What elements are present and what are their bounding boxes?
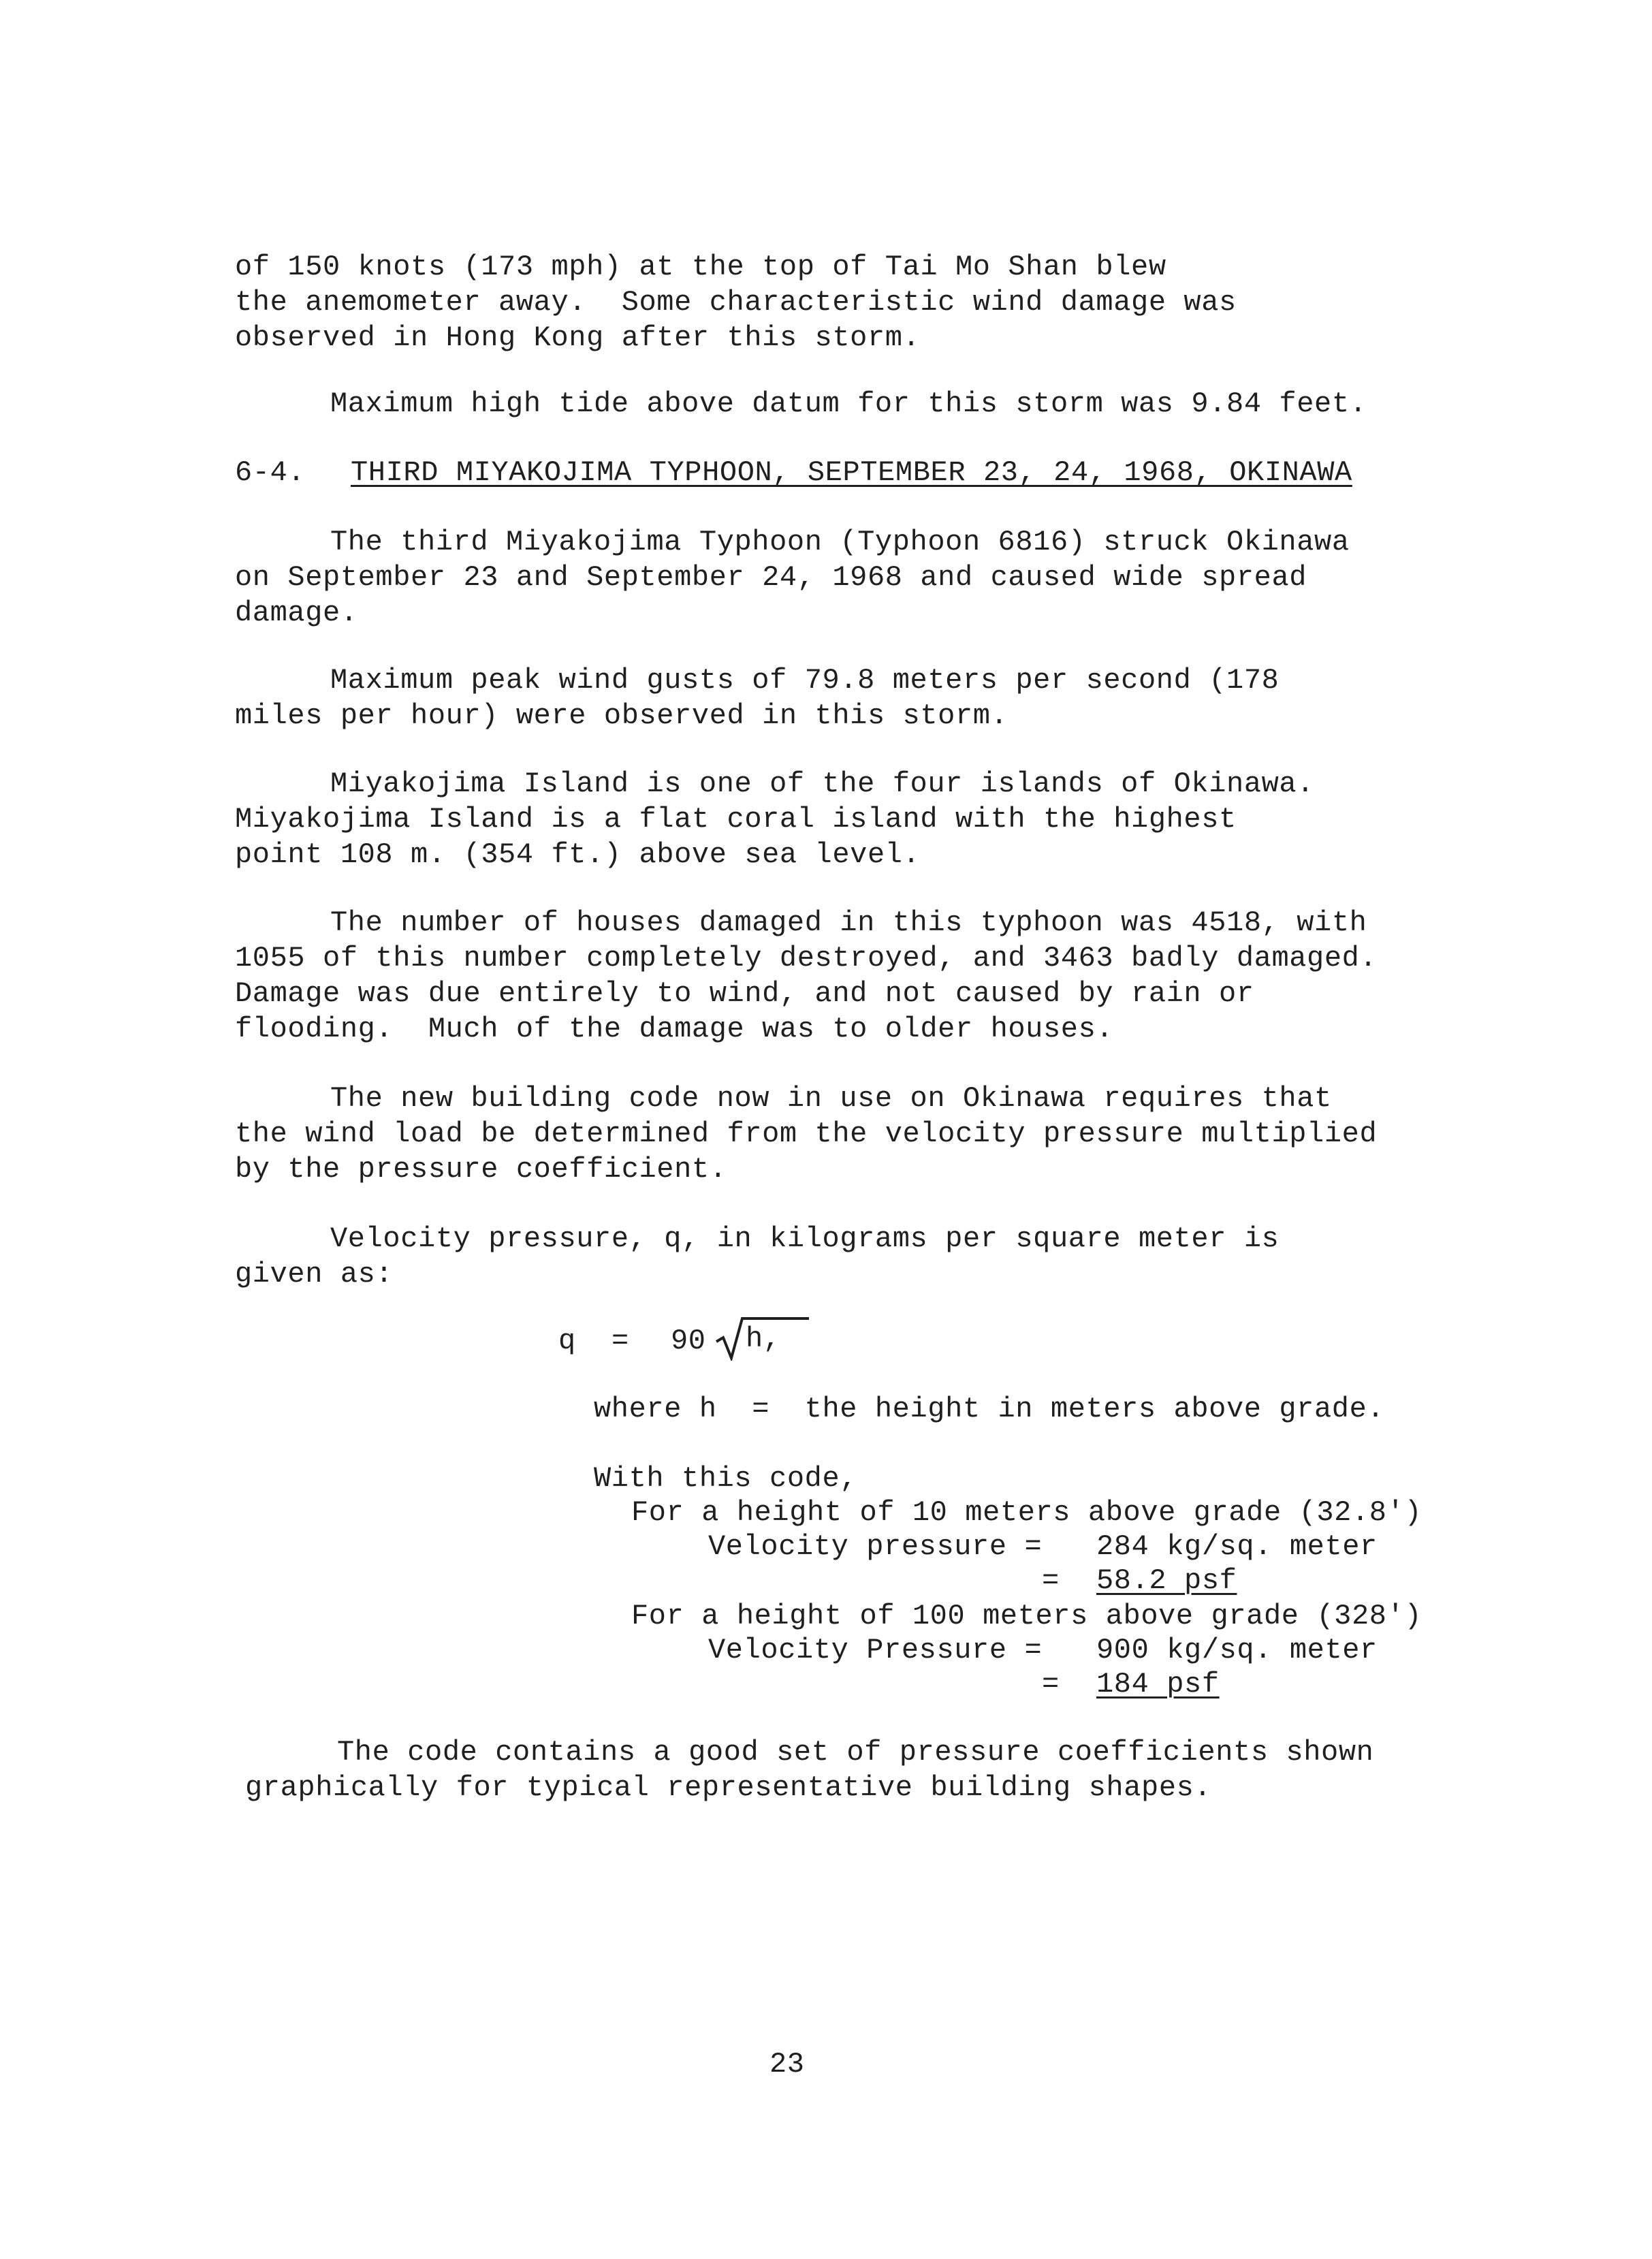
paragraph-line: 1055 of this number completely destroyed, and 3463 badly damaged. xyxy=(235,942,1378,975)
paragraph-line: by the pressure coefficient. xyxy=(235,1153,727,1186)
section-title: THIRD MIYAKOJIMA TYPHOON, SEPTEMBER 23, 24, 1968, OKINAWA xyxy=(351,456,1352,489)
example-height-100: For a height of 100 meters above grade (328') xyxy=(631,1600,1423,1632)
paragraph-line: The code contains a good set of pressure coefficients shown xyxy=(337,1736,1374,1769)
example-value: 900 kg/sq. meter xyxy=(1096,1634,1378,1666)
paragraph-line: Miyakojima Island is a flat coral island with the highest xyxy=(235,803,1237,836)
formula-radicand: h, xyxy=(746,1323,781,1355)
example-intro: With this code, xyxy=(594,1462,858,1495)
page-number: 23 xyxy=(769,2048,805,2081)
example-result: 184 psf xyxy=(1096,1668,1220,1701)
paragraph-line: The third Miyakojima Typhoon (Typhoon 6816) struck Okinawa xyxy=(330,526,1350,558)
paragraph-line: given as: xyxy=(235,1258,394,1291)
paragraph-line: Damage was due entirely to wind, and not caused by rain or xyxy=(235,977,1254,1010)
section-number: 6-4. xyxy=(235,456,306,489)
example-result: 58.2 psf xyxy=(1096,1564,1237,1597)
paragraph-line: The new building code now in use on Okinawa requires that xyxy=(330,1082,1332,1115)
paragraph-line: on September 23 and September 24, 1968 and caused wide spread xyxy=(235,561,1307,594)
example-label: Velocity Pressure = xyxy=(708,1634,1043,1666)
formula-lhs: q xyxy=(558,1325,576,1357)
example-label: Velocity pressure = xyxy=(708,1530,1043,1563)
paragraph-line: the anemometer away. Some characteristic wind damage was xyxy=(235,286,1237,319)
paragraph-line: Maximum high tide above datum for this storm was 9.84 feet. xyxy=(330,388,1367,420)
paragraph-line: graphically for typical representative building shapes. xyxy=(245,1771,1212,1804)
example-height-10: For a height of 10 meters above grade (32.8') xyxy=(631,1496,1423,1529)
example-equals: = xyxy=(1042,1564,1060,1597)
paragraph-line: Maximum peak wind gusts of 79.8 meters per second (178 xyxy=(330,664,1280,697)
formula-where: where h = the height in meters above grade. xyxy=(594,1393,1385,1425)
paragraph-line: observed in Hong Kong after this storm. xyxy=(235,321,921,354)
paragraph-line: flooding. Much of the damage was to older houses. xyxy=(235,1013,1114,1045)
example-equals: = xyxy=(1042,1668,1060,1701)
paragraph-line: point 108 m. (354 ft.) above sea level. xyxy=(235,838,921,871)
formula-equals: = xyxy=(611,1325,629,1357)
paragraph-line: damage. xyxy=(235,597,358,629)
paragraph-line: Miyakojima Island is one of the four islands of Okinawa. xyxy=(330,768,1315,800)
paragraph-line: The number of houses damaged in this typhoon was 4518, with xyxy=(330,906,1367,939)
paragraph-line: Velocity pressure, q, in kilograms per square meter is xyxy=(330,1222,1280,1255)
formula-coefficient: 90 xyxy=(671,1325,706,1357)
example-value: 284 kg/sq. meter xyxy=(1096,1530,1378,1563)
paragraph-line: the wind load be determined from the velocity pressure multiplied xyxy=(235,1118,1378,1150)
paragraph-line: of 150 knots (173 mph) at the top of Tai Mo Shan blew xyxy=(235,251,1166,283)
paragraph-line: miles per hour) were observed in this storm. xyxy=(235,699,1008,732)
